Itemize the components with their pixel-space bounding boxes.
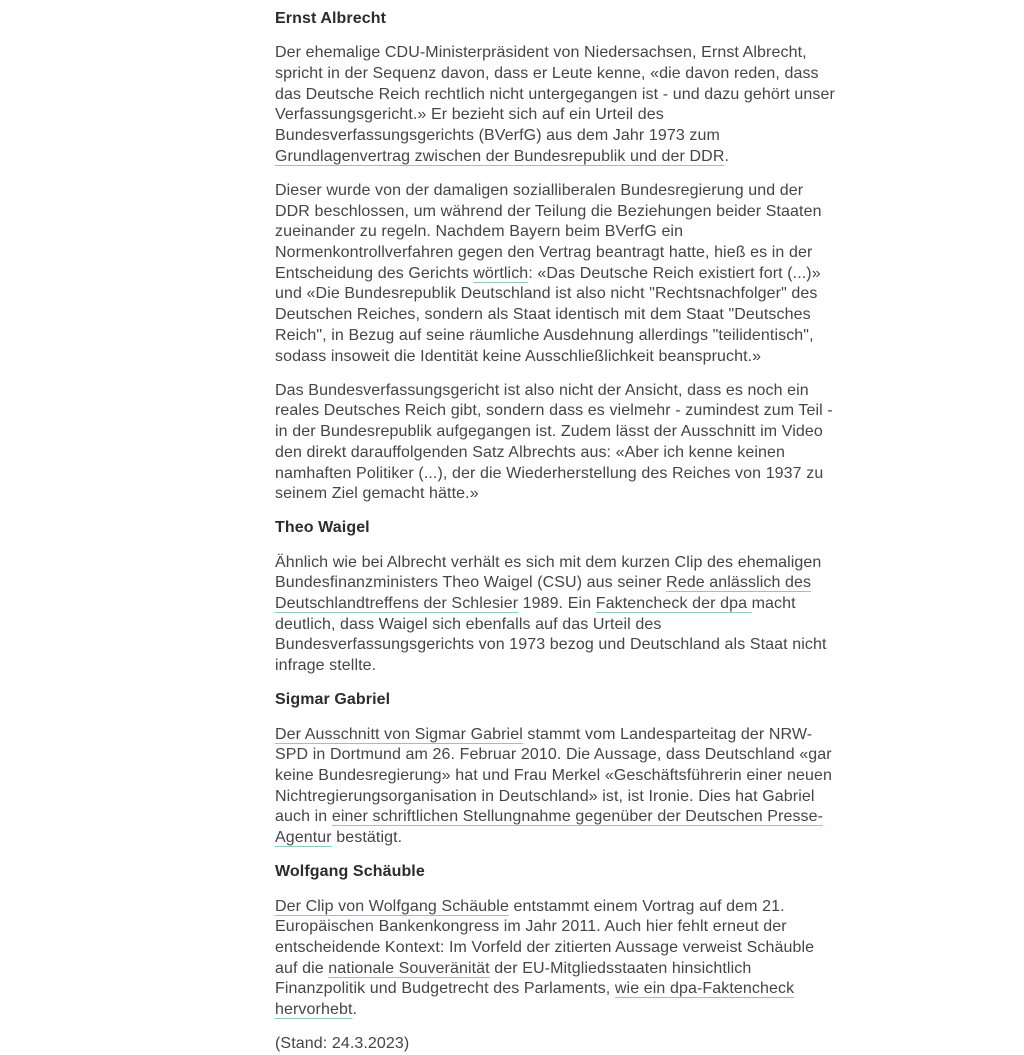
paragraph: Der Clip von Wolfgang Schäuble entstammt einem Vortrag auf dem 21. Europäischen Bankenkongress im Jahr 2011. Auch hier fehlt erneut der entscheidende Kontext: Im Vorfeld der zitierten Aussage verweist Schäuble auf die nationale Souveränität der EU-Mitgliedsstaaten hinsichtlich Finanzpolitik und Budgetrecht des Parlaments, wie ein dpa-Faktencheck hervorhebt. xyxy=(275,897,815,1019)
paragraph: Das Bundesverfassungsgericht ist also nicht der Ansicht, dass es noch ein reales Deutsches Reich gibt, sondern dass es vielmehr - zumindest zum Teil - in der Bundesrepublik aufgegangen ist. Zudem lässt der Ausschnitt im Video den direkt darauffolgenden Satz Albrechts aus: «Aber ich kenne keinen namhaften Politiker (...), der die Wiederherstellung des Reiches von 1937 zu seinem Ziel gemacht hätte.» xyxy=(275,381,833,503)
paragraph: Ähnlich wie bei Albrecht verhält es sich mit dem kurzen Clip des ehemaligen Bundesfinanzministers Theo Waigel (CSU) aus seiner Rede anlässlich des Deutschlandtreffens der Schlesier 1989. Ein Faktencheck der dpa macht deutlich, dass Waigel sich ebenfalls auf das Urteil des Bundesverfassungsgerichts von 1973 bezog und Deutschland als Staat nicht infrage stellte. xyxy=(275,553,827,675)
text-link[interactable]: einer schriftlichen Stellungnahme gegenüber der Deutschen Presse-Agentur xyxy=(275,808,824,847)
paragraph: Dieser wurde von der damaligen sozialliberalen Bundesregierung und der DDR beschlossen, um während der Teilung die Beziehungen beider Staaten zueinander zu regeln. Nachdem Bayern beim BVerfG ein Normenkontrollverfahren gegen den Vertrag beantragt hatte, hieß es in der Entscheidung des Gerichts wörtlich: «Das Deutsche Reich existiert fort (...)» und «Die Bundesrepublik Deutschland ist also nicht "Rechtsnachfolger" des Deutschen Reiches, sondern als Staat identisch mit dem Staat "Deutsches Reich", in Bezug auf seine räumliche Ausdehnung allerdings "teilidentisch", sodass insoweit die Identität keine Ausschließlichkeit beansprucht.» xyxy=(275,181,822,365)
text-link[interactable]: Faktencheck der dpa xyxy=(595,595,752,613)
section-heading: Theo Waigel xyxy=(275,519,370,537)
section-heading: Wolfgang Schäuble xyxy=(275,863,425,881)
paragraph: Der ehemalige CDU-Ministerpräsident von Niedersachsen, Ernst Albrecht, spricht in der Sequenz davon, dass er Leute kenne, «die davon reden, dass das Deutsche Reich rechtlich nicht untergegangen ist - und dazu gehört unser Verfassungsgericht.» Er bezieht sich auf ein Urteil des Bundesverfassungsgerichts (BVerfG) aus dem Jahr 1973 zum Grundlagenvertrag zwischen der Bundesrepublik und der DDR. xyxy=(275,44,835,165)
text-link[interactable]: nationale Souveränität xyxy=(328,959,490,977)
text-link[interactable]: Rede anlässlich des Deutschlandtreffens der Schlesier xyxy=(275,574,812,613)
paragraph: (Stand: 24.3.2023) xyxy=(275,1035,410,1053)
text-link[interactable]: Der Clip von Wolfgang Schäuble xyxy=(275,897,509,915)
article xyxy=(275,9,838,1055)
text-link[interactable]: wörtlich xyxy=(473,264,529,282)
text-link[interactable]: Grundlagenvertrag zwischen der Bundesrepublik und der DDR xyxy=(275,147,725,165)
text-link[interactable]: wie ein dpa-Faktencheck hervorhebt xyxy=(275,980,795,1019)
text-link[interactable]: Der Ausschnitt von Sigmar Gabriel xyxy=(275,725,523,743)
paragraph: Der Ausschnitt von Sigmar Gabriel stammt vom Landesparteitag der NRW-SPD in Dortmund am 26. Februar 2010. Die Aussage, dass Deutschland «gar keine Bundesregierung» hat und Frau Merkel «Geschäftsführerin einer neuen Nichtregierungsorganisation in Deutschland» ist, ist Ironie. Dies hat Gabriel auch in einer schriftlichen Stellungnahme gegenüber der Deutschen Presse-Agentur bestätigt. xyxy=(275,725,832,847)
section-heading: Ernst Albrecht xyxy=(275,10,387,27)
section-heading: Sigmar Gabriel xyxy=(275,691,391,709)
